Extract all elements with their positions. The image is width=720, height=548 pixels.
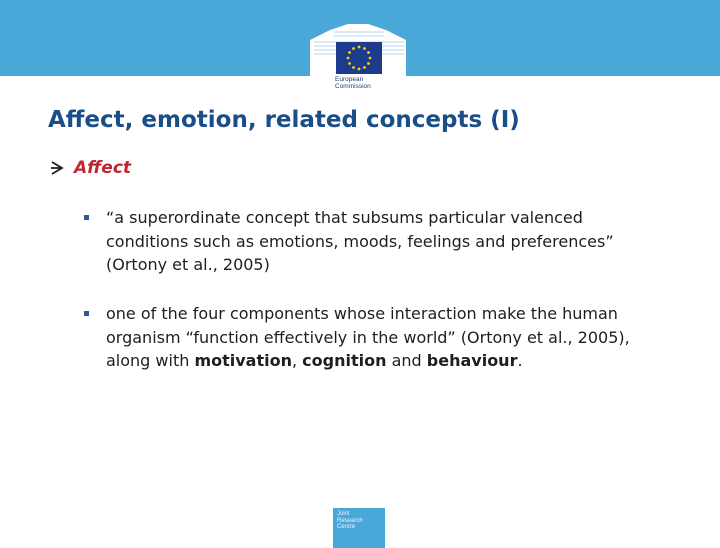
ec-logo-line2: Commission: [335, 83, 371, 90]
bullet-text-bold: motivation: [194, 351, 292, 370]
bullet-item: [84, 302, 664, 373]
bullet-text: [84, 302, 664, 373]
bullet-text-part: “a superordinate concept that subsums particular valenced conditions such as emotions, moods, feelings and preferences” (Ortony et al., 2005): [106, 208, 614, 274]
jrc-logo: [333, 508, 385, 548]
bullet-text-bold: behaviour: [426, 351, 518, 370]
jrc-logo-line3: Centre: [337, 524, 356, 530]
jrc-logo-line2: Research: [337, 517, 363, 524]
ec-logo-line1: European: [335, 76, 364, 83]
bullet-square-icon: [84, 311, 89, 316]
bullet-text-part: ,: [292, 351, 303, 370]
level1-item: [50, 158, 131, 178]
bullet-square-icon: [84, 215, 89, 220]
jrc-logo-line1: Joint: [337, 511, 350, 517]
slide-title: Affect, emotion, related concepts (I): [48, 107, 520, 133]
european-commission-logo-text: [335, 76, 395, 90]
bullet-text-part: .: [517, 351, 523, 370]
bullet-text: [84, 206, 664, 277]
bullet-text-bold: cognition: [302, 351, 387, 370]
bullet-text-part: one of the four components whose interaction make the human organism “function effectively in the world” (Ortony et al., 2005), along with: [106, 304, 630, 370]
bullet-text-part: and: [386, 351, 427, 370]
jrc-logo-text: [337, 511, 363, 531]
arrow-bullet-icon: [50, 161, 64, 175]
level1-label: Affect: [74, 158, 132, 178]
bullet-item: [84, 206, 664, 277]
